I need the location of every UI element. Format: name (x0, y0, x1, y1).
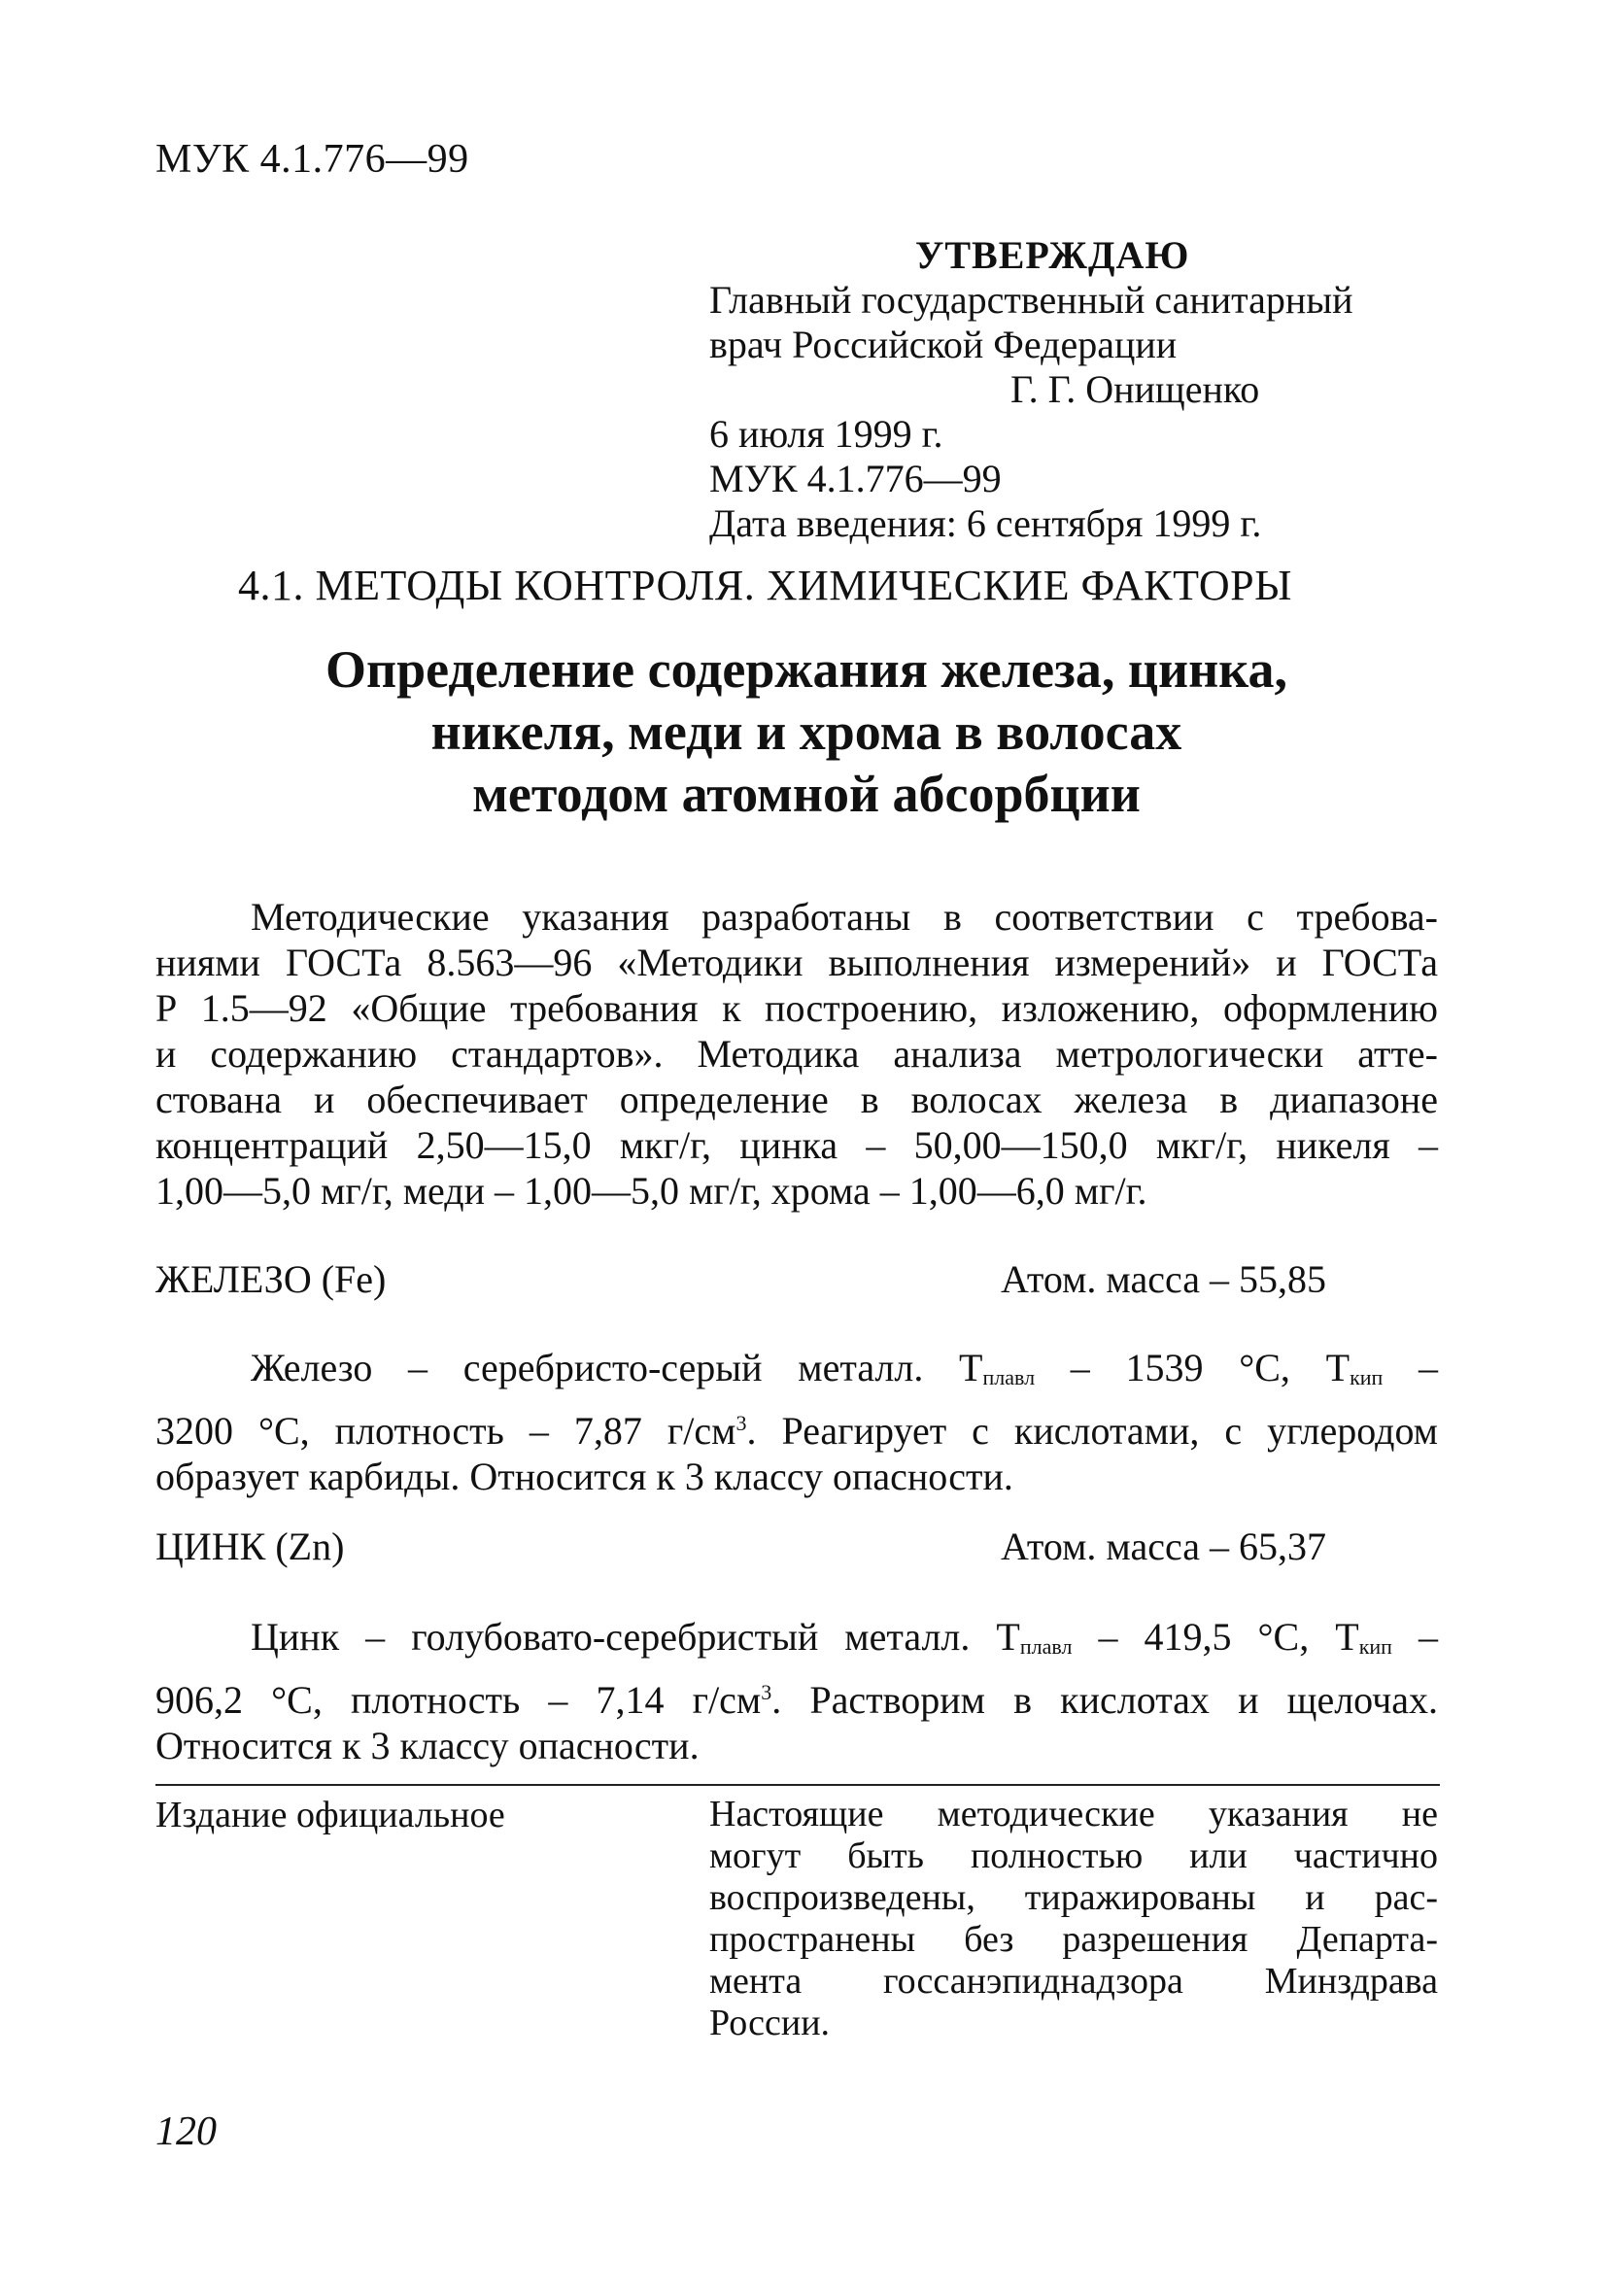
iron-line-3: образует карбиды. Относится к 3 классу опасности. (155, 1455, 1013, 1498)
notice-line: могут быть полностью или частично (709, 1835, 1438, 1876)
document-title (155, 638, 1457, 825)
intro-line: 1,00—5,0 мг/г, меди – 1,00—5,0 мг/г, хрома – 1,00—6,0 мг/г. (155, 1169, 1147, 1213)
intro-paragraph (155, 894, 1438, 1214)
notice-line: пространены без разрешения Департа- (709, 1919, 1438, 1960)
zinc-line-3: Относится к 3 классу опасности. (155, 1724, 700, 1767)
notice-line: Настоящие методические указания не (709, 1794, 1438, 1834)
page-number: 120 (155, 2109, 217, 2154)
approval-block (709, 233, 1448, 546)
approval-name: Г. Г. Онищенко (1010, 367, 1260, 411)
approval-position-line1: Главный государственный санитарный (709, 278, 1353, 322)
running-head: МУК 4.1.776—99 (155, 137, 469, 182)
iron-name: ЖЕЛЕЗО (Fe) (155, 1257, 387, 1301)
iron-description (155, 1345, 1438, 1499)
section-heading: 4.1. МЕТОДЫ КОНТРОЛЯ. ХИМИЧЕСКИЕ ФАКТОРЫ (238, 562, 1293, 609)
title-line: никеля, меди и хрома в волосах (430, 703, 1182, 761)
iron-heading (155, 1256, 1360, 1302)
intro-line: концентраций 2,50—15,0 мкг/г, цинка – 50,00—150,0 мкг/г, никеля – (155, 1123, 1438, 1167)
intro-line: стована и обеспечивает определение в волосах железа в диапазоне (155, 1078, 1438, 1121)
intro-line: ниями ГОСТа 8.563—96 «Методики выполнения измерений» и ГОСТа (155, 941, 1438, 984)
edition-label: Издание официальное (155, 1795, 505, 1835)
approval-position-line2: врач Российской Федерации (709, 323, 1178, 366)
zinc-atomic-mass: Атом. масса – 65,37 (1001, 1525, 1326, 1568)
iron-line-2: 3200 °С, плотность – 7,87 $г/см^3$. Реагирует с кислотами, с углеродом (155, 1409, 1438, 1453)
intro-line: Методические указания разработаны в соответствии с требова- (251, 895, 1438, 939)
zinc-name: ЦИНК (Zn) (155, 1525, 345, 1568)
title-line: Определение содержания железа, цинка, (325, 640, 1287, 699)
notice-line: России. (709, 2003, 831, 2043)
intro-line: Р 1.5—92 «Общие требования к построению, изложению, оформлению (155, 986, 1438, 1030)
approval-effective-date: Дата введения: 6 сентября 1999 г. (709, 501, 1262, 545)
approval-code: МУК 4.1.776—99 (709, 457, 1002, 500)
footer-divider (155, 1784, 1440, 1786)
iron-atomic-mass: Атом. масса – 55,85 (1001, 1257, 1326, 1301)
approval-date: 6 июля 1999 г. (709, 412, 943, 456)
notice-line: мента госсанэпиднадзора Минздрава (709, 1961, 1438, 2002)
intro-line: и содержанию стандартов». Методика анализа метрологически атте- (155, 1032, 1438, 1076)
zinc-heading (155, 1524, 1360, 1569)
zinc-line-2: 906,2 °С, плотность – 7,14 $г/см^3$. Растворим в кислотах и щелочах. (155, 1678, 1438, 1722)
title-line: методом атомной абсорбции (472, 765, 1141, 823)
zinc-description (155, 1614, 1438, 1768)
zinc-line-1: Цинк – голубовато-серебристый металл. Тплавл – 419,5 °С, Ткип – (251, 1615, 1439, 1659)
copyright-notice (709, 1794, 1438, 2044)
notice-line: воспроизведены, тиражированы и рас- (709, 1877, 1438, 1918)
iron-line-1: Железо – серебристо-серый металл. Тплавл – 1539 °С, Ткип – (251, 1346, 1439, 1389)
approval-title: УТВЕРЖДАЮ (915, 233, 1190, 277)
